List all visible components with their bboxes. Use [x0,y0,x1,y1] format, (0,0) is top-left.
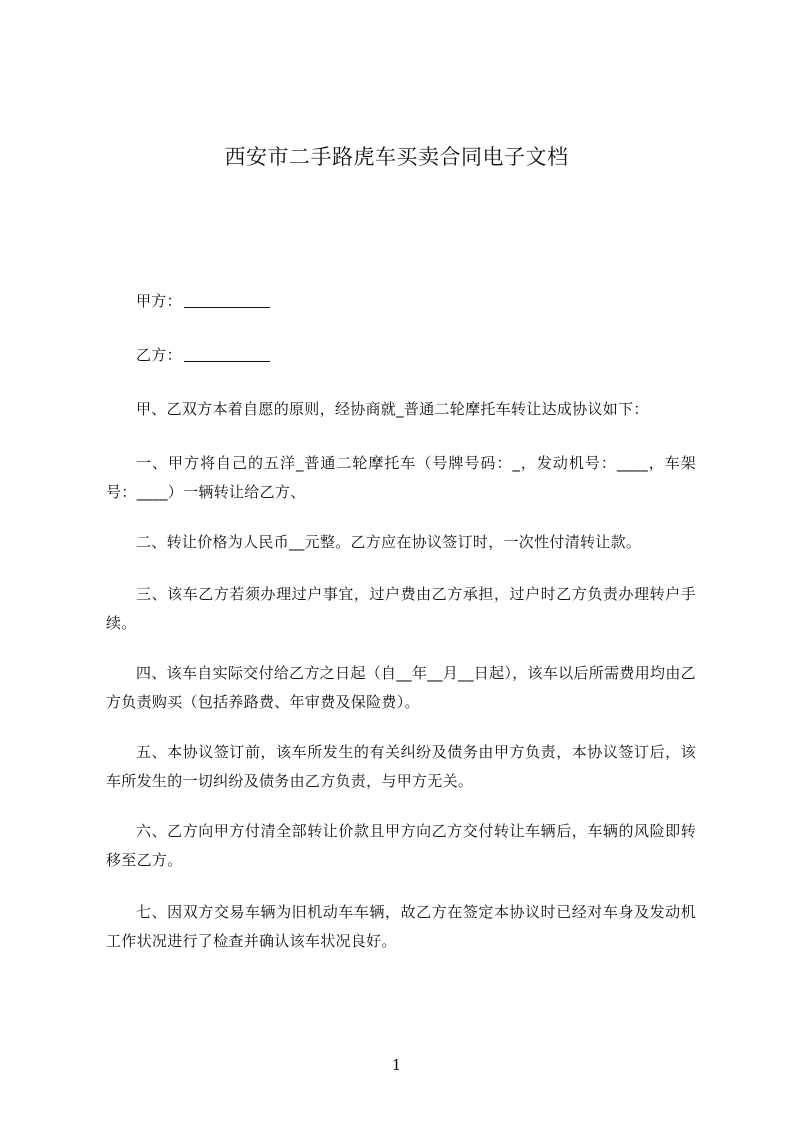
clause-6: 六、乙方向甲方付清全部转让价款且甲方向乙方交付转让车辆后，车辆的风险即转移至乙方。 [106,822,696,869]
party-a-label: 甲方： [136,292,182,310]
page-number: 1 [391,1056,402,1074]
party-b-line [106,341,696,370]
clause-3: 三、该车乙方若须办理过户事宜，过户费由乙方承担，过户时乙方负责办理转户手续。 [106,585,696,632]
document-title: 西安市二手路虎车买卖合同电子文档 [224,145,569,169]
clause-2: 二、转让价格为人民币__元整。乙方应在协议签订时，一次性付清转让款。 [136,533,642,551]
clause-4: 四、该车自实际交付给乙方之日起（自__年__月__日起），该车以后所需费用均由乙方负责购买（包括养路费、年审费及保险费）。 [106,664,696,711]
party-b-label: 乙方： [136,346,182,364]
party-a-line [106,287,696,316]
clause-7: 七、因双方交易车辆为旧机动车车辆，故乙方在签定本协议时已经对车身及发动机工作状况进行了检查并确认该车状况良好。 [106,903,696,950]
clause-5: 五、本协议签订前，该车所发生的有关纠纷及债务由甲方负责，本协议签订后，该车所发生的一切纠纷及债务由乙方负责，与甲方无关。 [106,743,696,790]
party-b-blank [184,347,270,362]
clause-1: 一、甲方将自己的五洋_普通二轮摩托车（号牌号码：_，发动机号：____，车架号：____）一辆转让给乙方、 [106,454,696,501]
party-a-blank [184,293,270,308]
intro-paragraph: 甲、乙双方本着自愿的原则，经协商就_普通二轮摩托车转让达成协议如下： [136,400,649,418]
